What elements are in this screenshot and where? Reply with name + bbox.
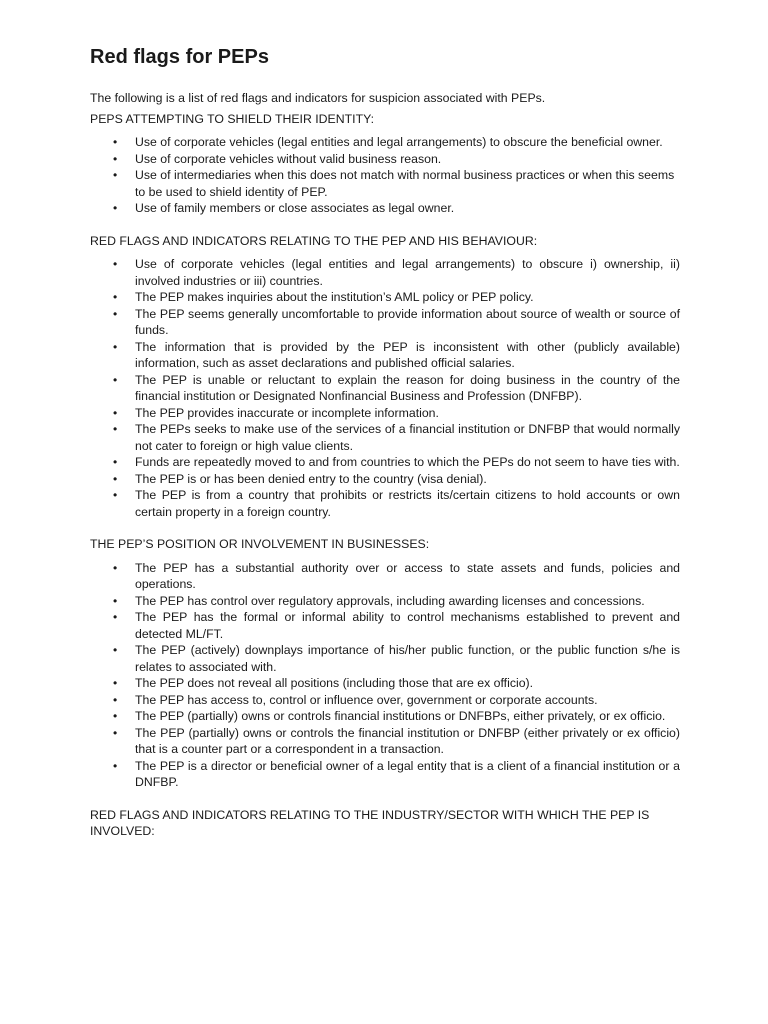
intro-paragraph: The following is a list of red flags and indicators for suspicion associated with PEPs. [90,91,546,105]
list-item: • Use of family members or close associates as legal owner. [135,200,680,217]
list-item: • The PEP has control over regulatory approvals, including awarding licenses and concessions. [135,593,680,610]
section-heading-shield-identity: PEPS ATTEMPTING TO SHIELD THEIR IDENTITY: [90,111,375,126]
list-item: • Use of intermediaries when this does not match with normal business practices or when this seems to be used to shield identity of PEP. [135,167,680,200]
list-item: • The PEP makes inquiries about the institution’s AML policy or PEP policy. [135,289,680,306]
list-item: • The PEP is a director or beneficial owner of a legal entity that is a client of a financial institution or a DNFBP. [135,758,680,791]
list-item: • The PEP is unable or reluctant to explain the reason for doing business in the country of the financial institution or Designated Nonfinancial Business and Profession (DNFBP). [135,372,680,405]
list-item: • The PEPs seeks to make use of the services of a financial institution or DNFBP that would normally not cater to foreign or high value clients. [135,421,680,454]
list-item: • Funds are repeatedly moved to and from countries to which the PEPs do not seem to have ties with. [135,454,680,471]
list-item: • Use of corporate vehicles without valid business reason. [135,151,680,168]
list-item: • The PEP (partially) owns or controls financial institutions or DNFBPs, either privately, or ex officio. [135,708,680,725]
list-item: • The PEP does not reveal all positions (including those that are ex officio). [135,675,680,692]
list-item: • The information that is provided by the PEP is inconsistent with other (publicly available) information, such as asset declarations and published official salaries. [135,339,680,372]
shield-identity-list [90,134,680,217]
section-heading-pep-behaviour: RED FLAGS AND INDICATORS RELATING TO THE PEP AND HIS BEHAVIOUR: [90,233,538,248]
list-item: • The PEP (partially) owns or controls the financial institution or DNFBP (either privately or ex officio) that is a counter part or a correspondent in a transaction. [135,725,680,758]
page-title: Red flags for PEPs [90,46,269,68]
list-item: • The PEP has the formal or informal ability to control mechanisms established to prevent and detected ML/FT. [135,609,680,642]
list-item: • The PEP has a substantial authority over or access to state assets and funds, policies and operations. [135,560,680,593]
list-item: • Use of corporate vehicles (legal entities and legal arrangements) to obscure the beneficial owner. [135,134,680,151]
section-heading-position-involvement: THE PEP’S POSITION OR INVOLVEMENT IN BUSINESSES: [90,537,430,551]
list-item: • The PEP has access to, control or influence over, government or corporate accounts. [135,692,680,709]
section-heading-industry-sector: RED FLAGS AND INDICATORS RELATING TO THE INDUSTRY/SECTOR WITH WHICH THE PEP IS INVOLVED: [90,807,650,838]
position-involvement-list [90,560,680,791]
list-item: • Use of corporate vehicles (legal entities and legal arrangements) to obscure i) ownership, ii) involved industries or iii) countries. [135,256,680,289]
list-item: • The PEP seems generally uncomfortable to provide information about source of wealth or source of funds. [135,306,680,339]
list-item: • The PEP provides inaccurate or incomplete information. [135,405,680,422]
list-item: • The PEP (actively) downplays importance of his/her public function, or the public function s/he is relates to associated with. [135,642,680,675]
list-item: • The PEP is from a country that prohibits or restricts its/certain citizens to hold accounts or own certain property in a foreign country. [135,487,680,520]
list-item: • The PEP is or has been denied entry to the country (visa denial). [135,471,680,488]
pep-behaviour-list [90,256,680,520]
